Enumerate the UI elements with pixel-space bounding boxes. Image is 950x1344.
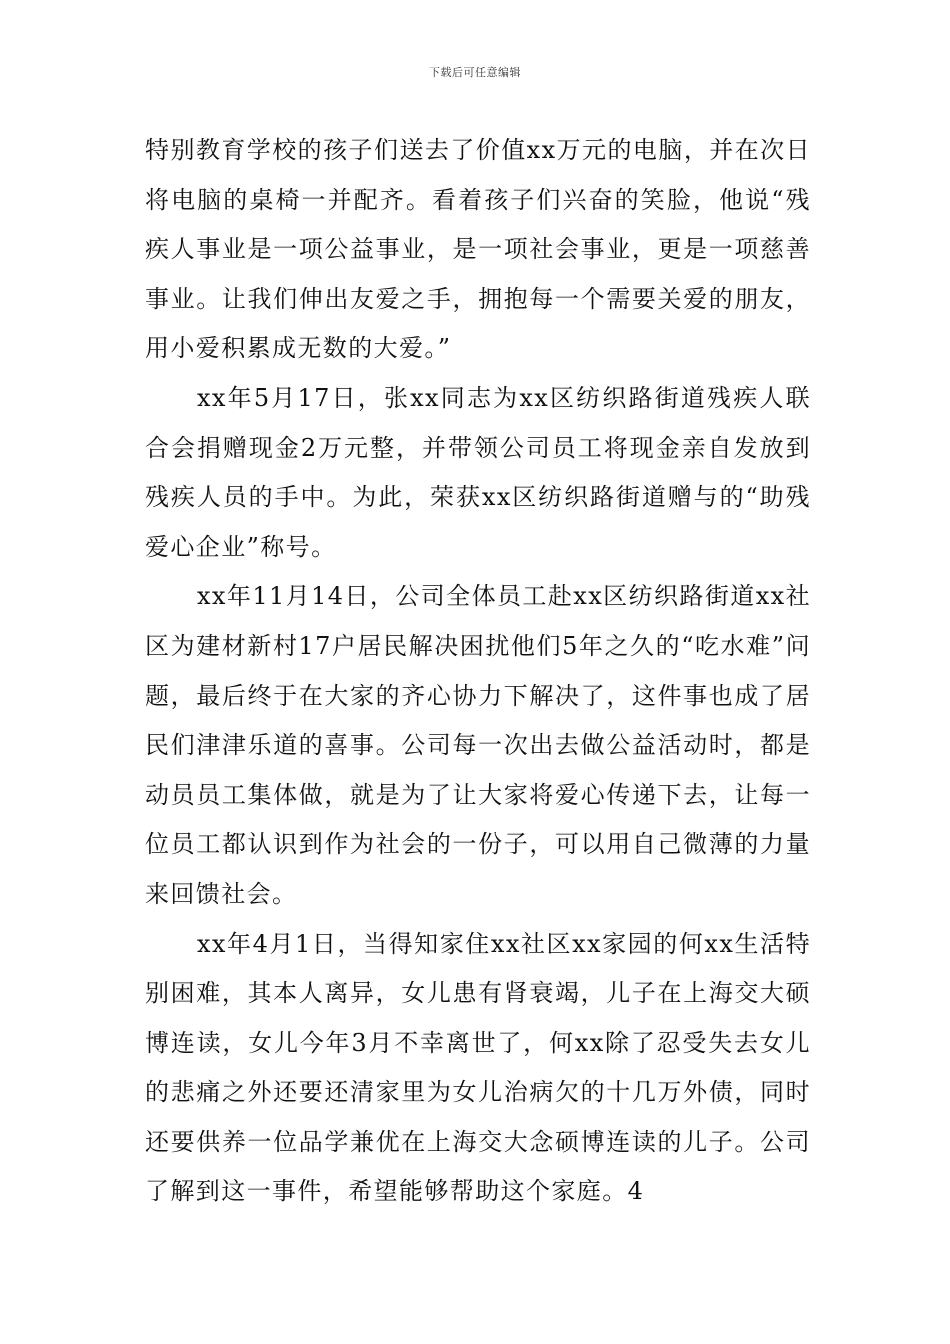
paragraph-4: xx年4月1日，当得知家住xx社区xx家园的何xx生活特别困难，其本人离异，女儿患有肾衰竭，儿子在上海交大硕博连读，女儿今年3月不幸离世了，何xx除了忍受失去女儿的悲痛之外还要还清家里为女儿治病欠的十几万外债，同时还要供养一位品学兼优在上海交大念硕博连读的儿子。公司了解到这一事件，希望能够帮助这个家庭。4: [145, 929, 811, 1206]
paragraph-2: xx年5月17日，张xx同志为xx区纺织路街道残疾人联合会捐赠现金2万元整，并带领公司员工将现金亲自发放到残疾人员的手中。为此，荣获xx区纺织路街道赠与的“助残爱心企业”称号。: [145, 383, 811, 561]
document-body: [145, 126, 811, 1217]
page-header: 下载后可任意编辑: [429, 66, 521, 79]
paragraph-3: xx年11月14日，公司全体员工赴xx区纺织路街道xx社区为建材新村17户居民解决困扰他们5年之久的“吃水难”问题，最后终于在大家的齐心协力下解决了，这件事也成了居民们津津乐道的喜事。公司每一次出去做公益活动时，都是动员员工集体做，就是为了让大家将爱心传递下去，让每一位员工都认识到作为社会的一份子，可以用自己微薄的力量来回馈社会。: [145, 582, 811, 908]
paragraph-1: 特别教育学校的孩子们送去了价值xx万元的电脑，并在次日将电脑的桌椅一并配齐。看着孩子们兴奋的笑脸，他说“残疾人事业是一项公益事业，是一项社会事业，更是一项慈善事业。让我们伸出友爱之手，拥抱每一个需要关爱的朋友，用小爱积累成无数的大爱。”: [145, 136, 811, 363]
